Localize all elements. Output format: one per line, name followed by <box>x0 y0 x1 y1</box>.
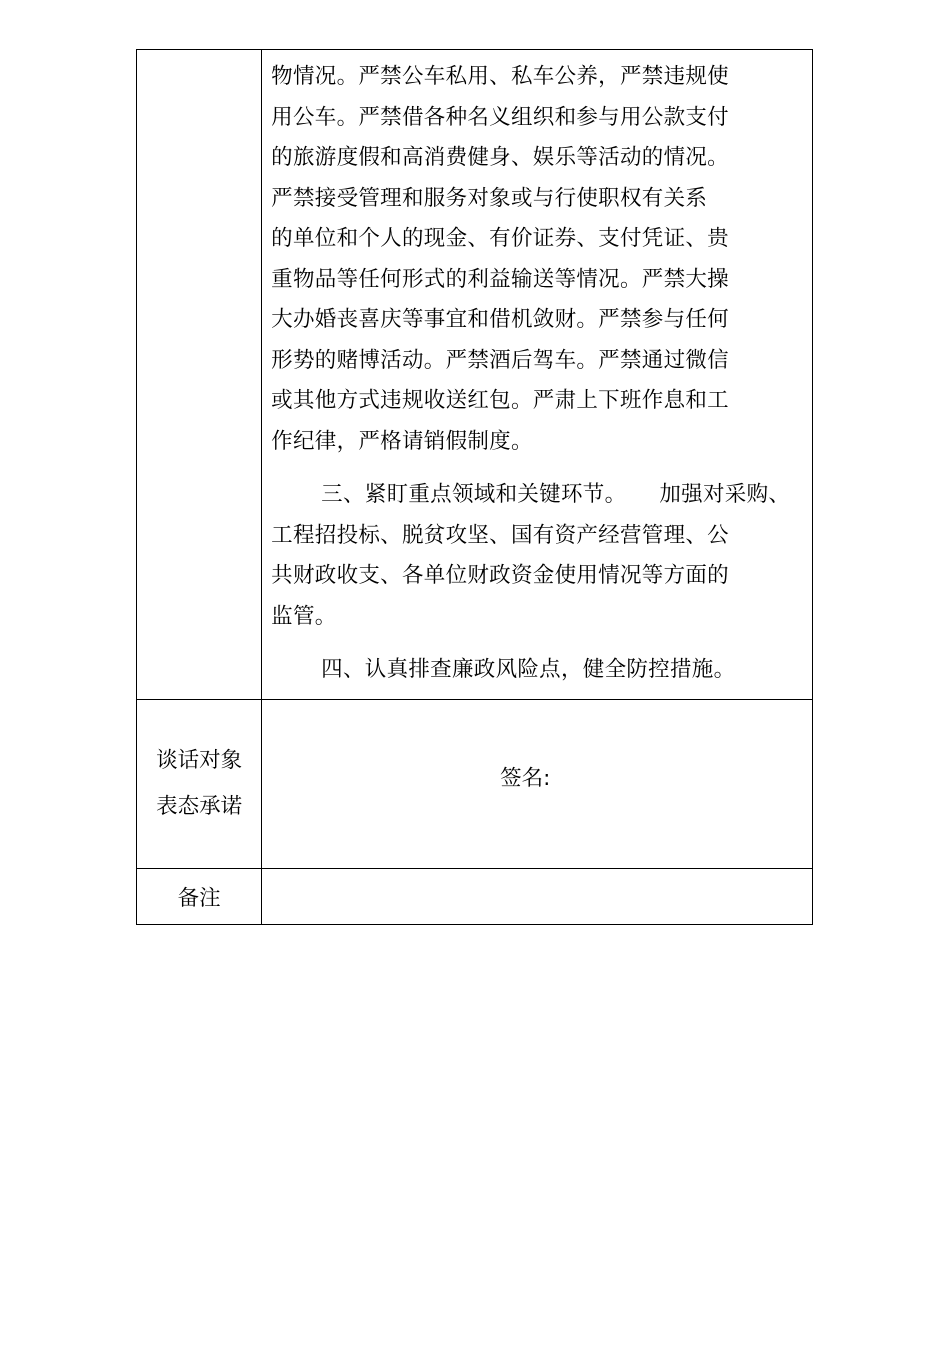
paragraph-key-areas <box>271 475 812 637</box>
text-line: 作纪律，严格请销假制度。 <box>271 428 533 454</box>
talk-record-table <box>136 49 813 925</box>
text-line: 共财政收支、各单位财政资金使用情况等方面的 <box>271 563 729 588</box>
text-line: 或其他方式违规收送红包。严肃上下班作息和工 <box>271 388 729 413</box>
paragraph-risk-points <box>271 650 812 691</box>
content-row <box>137 50 813 700</box>
signature-label: 签名: <box>500 765 551 791</box>
text-line: 监管。 <box>271 603 337 629</box>
text-line: 大办婚丧喜庆等事宜和借机敛财。严禁参与任何 <box>271 307 729 332</box>
text-line: 用公车。严禁借各种名义组织和参与用公款支付 <box>271 104 729 130</box>
commitment-row <box>137 699 813 868</box>
note-row <box>137 868 813 924</box>
commitment-content-cell[interactable] <box>262 699 813 868</box>
text-line: 的单位和个人的现金、有价证券、支付凭证、贵 <box>271 226 729 251</box>
text-line <box>271 475 812 516</box>
commitment-label: 谈话对象 <box>156 747 243 773</box>
commitment-label: 表态承诺 <box>156 793 243 819</box>
commitment-label-cell <box>137 699 262 868</box>
note-label: 备注 <box>177 885 221 911</box>
note-content-cell[interactable] <box>262 868 813 924</box>
section-three-heading: 三、紧盯重点领域和关键环节。 <box>321 482 627 507</box>
text-line: 四、认真排查廉政风险点，健全防控措施。 <box>321 657 736 682</box>
text-line: 重物品等任何形式的利益输送等情况。严禁大操 <box>271 266 729 292</box>
text-line: 严禁接受管理和服务对象或与行使职权有关系 <box>271 185 708 211</box>
text-line: 工程招投标、脱贫攻坚、国有资产经营管理、公 <box>271 522 729 548</box>
text-line: 的旅游度假和高消费健身、娱乐等活动的情况。 <box>271 145 729 170</box>
content-cell <box>262 50 813 700</box>
paragraph-discipline <box>271 57 812 462</box>
content-label-cell <box>137 50 262 700</box>
note-label-cell <box>137 868 262 924</box>
text-line: 物情况。严禁公车私用、私车公养，严禁违规使 <box>271 64 729 89</box>
text-line: 形势的赌博活动。严禁酒后驾车。严禁通过微信 <box>271 347 729 373</box>
section-three-text: 加强对采购、 <box>659 482 791 507</box>
